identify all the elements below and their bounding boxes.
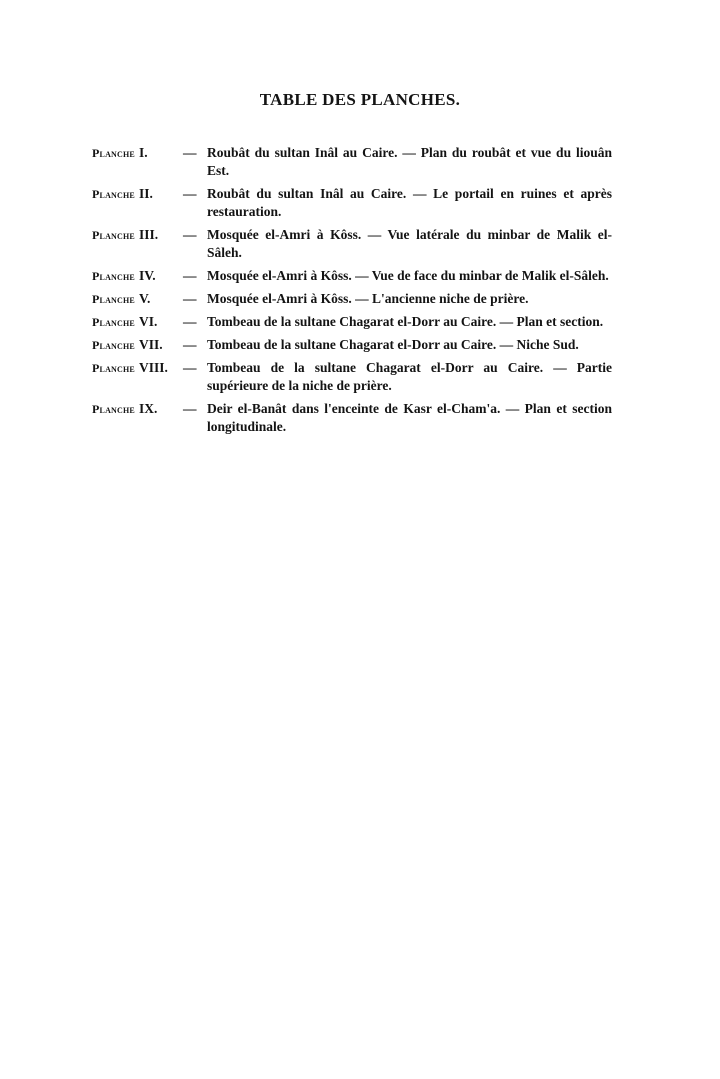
- plate-description: Roubât du sultan Inâl au Caire. — Le portail en ruines et après restauration.: [207, 186, 612, 219]
- plate-entry-7: [92, 336, 612, 354]
- plate-label: [92, 290, 183, 308]
- plate-description: Mosquée el-Amri à Kôss. — Vue de face du minbar de Malik el-Sâleh.: [207, 268, 609, 283]
- plate-label: [92, 359, 183, 377]
- plate-label: [92, 267, 183, 285]
- plate-entry-4: [92, 267, 612, 285]
- plate-dash: —: [183, 268, 197, 283]
- plate-entry-3: [92, 226, 612, 262]
- plate-dash: —: [183, 314, 197, 329]
- plate-label-word: Planche: [92, 402, 135, 416]
- plate-entry-9: [92, 400, 612, 436]
- plate-number: VIII.: [138, 360, 168, 375]
- plate-number: IV.: [138, 268, 156, 283]
- plate-description: Tombeau de la sultane Chagarat el-Dorr au Caire. — Partie supérieure de la niche de prière.: [207, 360, 612, 393]
- plate-label-word: Planche: [92, 292, 135, 306]
- plate-entry-1: [92, 144, 612, 180]
- plate-entry-2: [92, 185, 612, 221]
- plate-label: [92, 400, 183, 418]
- plate-description: Mosquée el-Amri à Kôss. — Vue latérale du minbar de Malik el-Sâleh.: [207, 227, 612, 260]
- plate-dash: —: [183, 291, 197, 306]
- plate-label-word: Planche: [92, 361, 135, 375]
- plate-label-word: Planche: [92, 269, 135, 283]
- plate-dash: —: [183, 186, 197, 201]
- plate-description: Tombeau de la sultane Chagarat el-Dorr au Caire. — Plan et section.: [207, 314, 604, 329]
- plate-description: Deir el-Banât dans l'enceinte de Kasr el-Cham'a. — Plan et section longitudinale.: [207, 401, 612, 434]
- plate-number: V.: [138, 291, 151, 306]
- plate-label-word: Planche: [92, 187, 135, 201]
- plate-entry-6: [92, 313, 612, 331]
- plate-label-word: Planche: [92, 338, 135, 352]
- plate-entry-8: [92, 359, 612, 395]
- plate-label: [92, 313, 183, 331]
- plate-dash: —: [183, 401, 197, 416]
- plate-description: Roubât du sultan Inâl au Caire. — Plan du roubât et vue du liouân Est.: [207, 145, 612, 178]
- plate-label: [92, 144, 183, 162]
- plate-dash: —: [183, 337, 197, 352]
- page-title: TABLE DES PLANCHES.: [259, 90, 461, 109]
- plate-label-word: Planche: [92, 228, 135, 242]
- plate-number: VII.: [138, 337, 163, 352]
- plate-number: IX.: [138, 401, 158, 416]
- plate-label-word: Planche: [92, 146, 135, 160]
- plate-number: VI.: [138, 314, 158, 329]
- plate-number: I.: [138, 145, 148, 160]
- plate-label: [92, 185, 183, 203]
- plate-dash: —: [183, 145, 197, 160]
- plate-label: [92, 226, 183, 244]
- plate-entry-5: [92, 290, 612, 308]
- plate-description: Mosquée el-Amri à Kôss. — L'ancienne niche de prière.: [207, 291, 529, 306]
- plate-number: II.: [138, 186, 153, 201]
- plate-description: Tombeau de la sultane Chagarat el-Dorr au Caire. — Niche Sud.: [207, 337, 579, 352]
- plates-list: [92, 144, 612, 441]
- plate-label-word: Planche: [92, 315, 135, 329]
- plate-label: [92, 336, 183, 354]
- plate-dash: —: [183, 360, 197, 375]
- plate-dash: —: [183, 227, 197, 242]
- plate-number: III.: [138, 227, 159, 242]
